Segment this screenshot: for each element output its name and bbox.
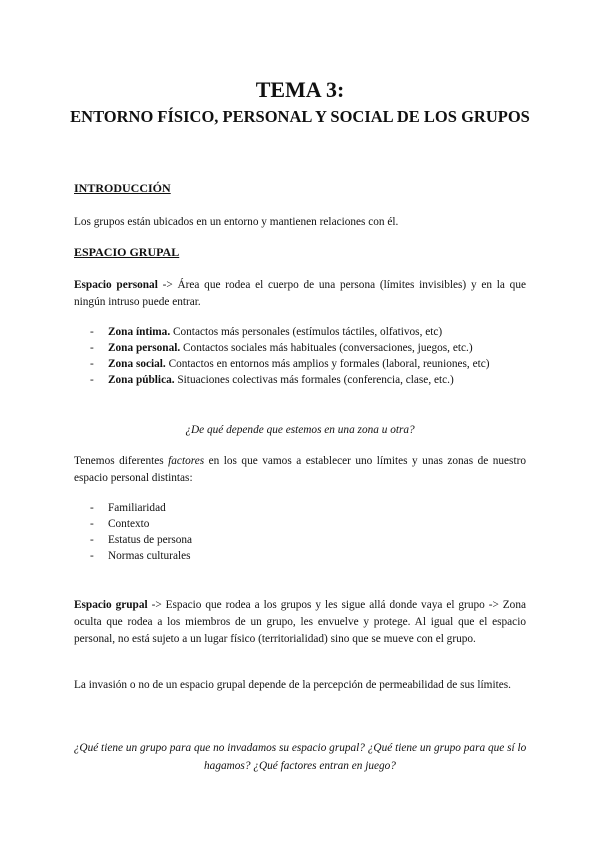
zone-desc: Situaciones colectivas más formales (conferencia, clase, etc.) bbox=[174, 374, 454, 386]
question-zones: ¿De qué depende que estemos en una zona u otra? bbox=[185, 424, 415, 436]
list-item: - Zona íntima. Contactos más personales (estímulos táctiles, olfativos, etc) bbox=[90, 326, 443, 338]
list-item: - Zona pública. Situaciones colectivas más formales (conferencia, clase, etc.) bbox=[90, 374, 454, 386]
zone-desc: Contactos más personales (estímulos táctiles, olfativos, etc) bbox=[170, 326, 443, 338]
zone-term: Zona íntima. bbox=[108, 326, 171, 338]
zones-list bbox=[90, 324, 490, 388]
factors-word: factores bbox=[168, 455, 205, 467]
factor-label: Familiaridad bbox=[108, 502, 166, 514]
personal-space-definition: -> Área que rodea el cuerpo de una persona (límites invisibles) y en la que ningún intruso puede entrar. bbox=[74, 279, 526, 308]
list-item: - Familiaridad bbox=[90, 502, 166, 514]
personal-space-term: Espacio personal bbox=[74, 279, 158, 291]
group-space-term: Espacio grupal bbox=[74, 599, 148, 611]
zone-term: Zona personal. bbox=[108, 342, 181, 354]
factors-pre: Tenemos diferentes bbox=[74, 455, 169, 467]
factor-label: Estatus de persona bbox=[108, 534, 193, 546]
zone-desc: Contactos en entornos más amplios y formales (laboral, reuniones, etc) bbox=[165, 358, 490, 370]
page-subtitle: ENTORNO FÍSICO, PERSONAL Y SOCIAL DE LOS GRUPOS bbox=[70, 107, 530, 126]
intro-heading: INTRODUCCIÓN bbox=[74, 181, 171, 195]
factor-label: Contexto bbox=[108, 518, 150, 530]
zone-term: Zona pública. bbox=[108, 374, 175, 386]
question-group-space: ¿Qué tiene un grupo para que no invadamos su espacio grupal? ¿Qué tiene un grupo para que sí lo hagamos? ¿Qué factores entran en juego? bbox=[73, 742, 527, 772]
factor-label: Normas culturales bbox=[108, 550, 191, 562]
zone-term: Zona social. bbox=[108, 358, 166, 370]
group-space-definition: -> Espacio que rodea a los grupos y les sigue allá donde vaya el grupo -> Zona oculta que rodea a los miembros de un grupo, les envuelve y protege. Al igual que el espacio personal, no está sujeto a un lugar físico (territorialidad) sino que se mueve con el grupo. bbox=[74, 599, 526, 645]
page-title: TEMA 3: bbox=[255, 77, 345, 102]
list-item: - Zona social. Contactos en entornos más amplios y formales (laboral, reuniones, etc) bbox=[90, 358, 490, 370]
zone-desc: Contactos sociales más habituales (conversaciones, juegos, etc.) bbox=[180, 342, 473, 354]
factors-paragraph bbox=[74, 453, 526, 487]
espacio-grupal-heading: ESPACIO GRUPAL bbox=[74, 245, 180, 259]
personal-space-paragraph bbox=[74, 277, 526, 311]
intro-paragraph: Los grupos están ubicados en un entorno y mantienen relaciones con él. bbox=[74, 216, 399, 228]
list-item: - Contexto bbox=[90, 518, 150, 530]
list-item: - Zona personal. Contactos sociales más habituales (conversaciones, juegos, etc.) bbox=[90, 342, 473, 354]
list-item: - Normas culturales bbox=[90, 550, 191, 562]
list-item: - Estatus de persona bbox=[90, 534, 193, 546]
factors-list bbox=[90, 500, 192, 564]
factors-post: en los que vamos a establecer uno límites y unas zonas de nuestro espacio personal distintas: bbox=[74, 455, 526, 484]
group-space-paragraph bbox=[74, 597, 526, 648]
invasion-paragraph: La invasión o no de un espacio grupal depende de la percepción de permeabilidad de sus límites. bbox=[74, 679, 511, 691]
